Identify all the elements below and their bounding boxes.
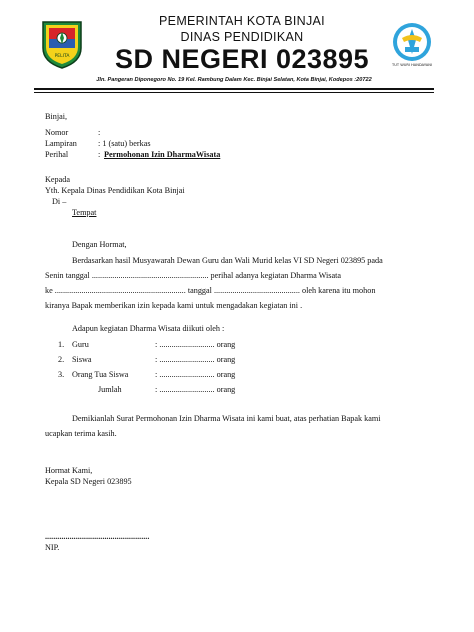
signature-title: Kepala SD Negeri 023895 (45, 477, 132, 486)
header-government: PEMERINTAH KOTA BINJAI (159, 14, 325, 28)
list-item-number: 2. (58, 355, 65, 364)
signature-closing: Hormat Kami, (45, 466, 93, 475)
list-item-label: Guru (72, 340, 89, 349)
meta-nomor-value: : (98, 128, 101, 137)
paragraph2: Adapun kegiatan Dharma Wisata diikuti oleh : (72, 324, 225, 333)
meta-lampiran-value: : 1 (satu) berkas (98, 139, 151, 148)
paragraph1-line4: kiranya Bapak memberikan izin kepada kami untuk mengadakan kegiatan ini . (45, 301, 303, 310)
signature-name-line: ................................................... (45, 532, 150, 541)
svg-text:TUT WURI HANDAYANI: TUT WURI HANDAYANI (392, 63, 432, 67)
paragraph1-line1: Berdasarkan hasil Musyawarah Dewan Guru dan Wali Murid kelas VI SD Negeri 023895 pada (72, 256, 383, 265)
list-item-value: : ........................... orang (155, 355, 236, 364)
meta-lampiran-label: Lampiran (45, 139, 77, 148)
recipient-yth: Yth. Kepala Dinas Pendidikan Kota Binjai (45, 186, 185, 195)
svg-text:PELITA: PELITA (54, 54, 70, 59)
paragraph3-line2: ucapkan terima kasih. (45, 429, 117, 438)
header-divider-thin (34, 92, 434, 93)
letter-city: Binjai, (45, 112, 68, 121)
paragraph1-line2: Senin tanggal ......................................................... perihal adanya kegiatan Dharma Wisata (45, 271, 342, 280)
list-item-value: : ........................... orang (155, 340, 236, 349)
meta-nomor-label: Nomor (45, 128, 69, 137)
list-total-value: : ........................... orang (155, 385, 236, 394)
header-school-name: SD NEGERI 023895 (114, 44, 370, 74)
recipient-kepada: Kepada (45, 175, 71, 184)
list-item-label: Siswa (72, 355, 92, 364)
list-item-label: Orang Tua Siswa (72, 370, 129, 379)
header-divider-thick (34, 88, 434, 90)
list-item-number: 3. (58, 370, 65, 379)
recipient-tempat: Tempat (72, 208, 97, 217)
meta-perihal-label: Perihal (45, 150, 69, 159)
recipient-di: Di – (52, 197, 67, 206)
list-item-value: : ........................... orang (155, 370, 236, 379)
paragraph1-line3: ke ................................................................ tanggal .......................................... oleh karena itu mohon (45, 286, 376, 295)
binjai-crest-logo (40, 18, 84, 70)
header-department: DINAS PENDIDIKAN (180, 30, 304, 44)
list-total-label: Jumlah (98, 385, 122, 394)
list-item-number: 1. (58, 340, 65, 349)
greeting: Dengan Hormat, (72, 240, 127, 249)
meta-perihal-colon: : (98, 150, 101, 159)
header-address: Jln. Pangeran Diponegoro No. 19 Kel. Rambung Dalam Kec. Binjai Selatan, Kota Binjai, Kodepos :20722 (96, 77, 372, 83)
paragraph3-line1: Demikianlah Surat Permohonan Izin Dharma Wisata ini kami buat, atas perhatian Bapak kami (72, 414, 381, 423)
tut-wuri-handayani-logo (390, 20, 434, 68)
meta-perihal-value: Permohonan Izin DharmaWisata (104, 150, 221, 159)
signature-nip: NIP. (45, 543, 60, 552)
